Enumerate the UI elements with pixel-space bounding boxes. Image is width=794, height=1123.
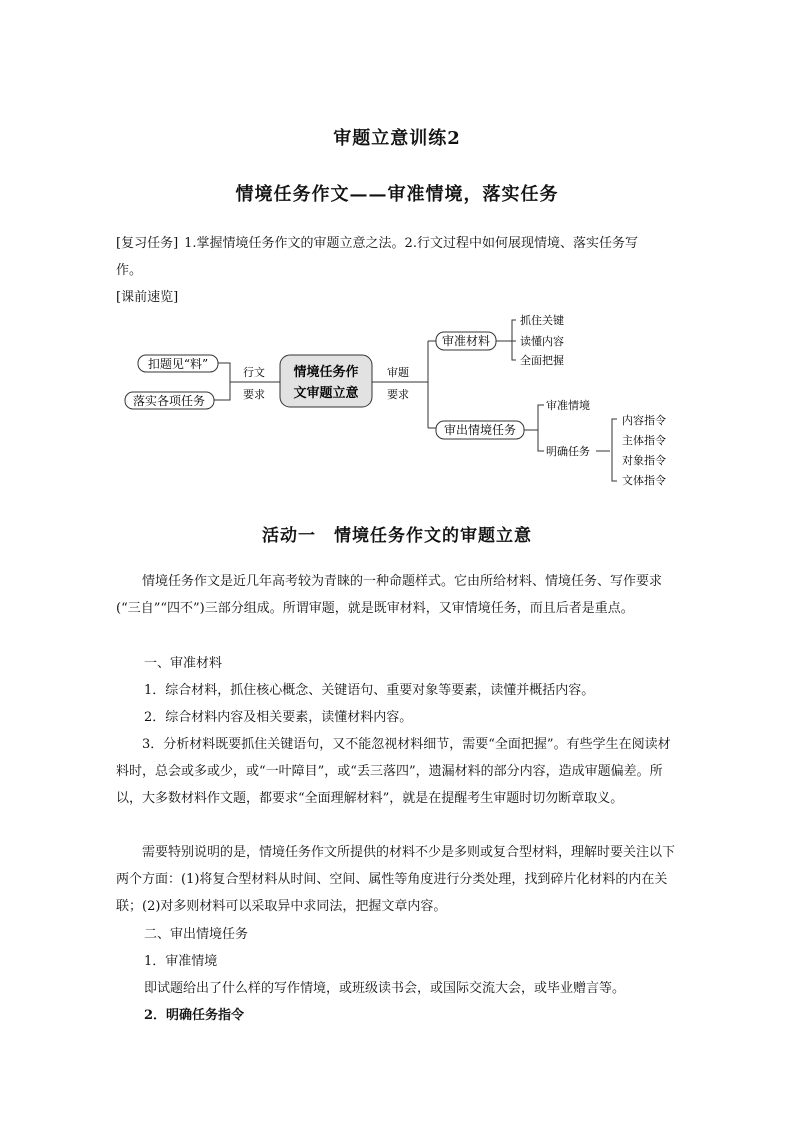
directive-item-3: 对象指令 <box>622 454 666 467</box>
review-task-label: [复习任务] <box>116 236 179 251</box>
left-item-2: 落实各项任务 <box>132 394 206 408</box>
center-label-1: 情境任务作 <box>293 365 359 380</box>
directive-item-2: 主体指令 <box>622 434 666 447</box>
page-title: 审题立意训练2 <box>333 128 461 149</box>
directive-item-1: 内容指令 <box>622 414 666 427</box>
material-item-2: 读懂内容 <box>520 335 564 348</box>
sub-heading-1-text: 即试题给出了什么样的写作情境，或班级读书会，或国际交流大会，或毕业赠言等。 <box>144 981 626 996</box>
center-label-2: 文审题立意 <box>293 386 359 401</box>
review-task <box>116 230 678 284</box>
situation-label: 审准情境 <box>546 399 590 412</box>
page-subtitle: 情境任务作文——审准情境，落实任务 <box>235 184 559 205</box>
item-3: 3．分析材料既要抓住关键语句，又不能忽视材料细节，需要“全面把握”。有些学生在阅读材料时，总会或多或少，或“一叶障目”，或“丢三落四”，遗漏材料的部分内容，造成审题偏差。所以，大多数材料作文题，都要求“全面理解材料”，就是在提醒考生审题时切勿断章取义。 <box>116 737 671 806</box>
sub-heading-1: 1．审准情境 <box>144 954 218 969</box>
section-heading-2: 二、审出情境任务 <box>144 927 249 942</box>
left-branch-label-1: 行文 <box>243 366 265 379</box>
paragraph-note: 需要特别说明的是，情境任务作文所提供的材料不少是多则或复合型材料，理解时要关注以下两个方面：(1)将复合型材料从时间、空间、属性等角度进行分类处理，找到碎片化材料的内在关联；(2)对多则材料可以采取异中求同法，把握文章内容。 <box>116 845 676 914</box>
material-item-3: 全面把握 <box>520 354 564 367</box>
task-label: 审出情境任务 <box>443 423 517 437</box>
activity-heading: 活动一 情境任务作文的审题立意 <box>262 526 532 546</box>
right-branch-label-1: 审题 <box>387 366 409 379</box>
sub-heading-2: 2．明确任务指令 <box>144 1008 245 1023</box>
right-branch-label-2: 要求 <box>387 388 409 401</box>
mind-map-diagram <box>120 308 700 493</box>
left-item-1: 扣题见“料” <box>147 357 209 371</box>
review-task-line1: 1.掌握情境任务作文的审题立意之法。2.行文过程中如何展现情境、落实任务写 <box>184 236 638 251</box>
item-1: 1．综合材料，抓住核心概念、关键语句、重要对象等要素，读懂并概括内容。 <box>144 683 595 698</box>
material-label: 审准材料 <box>441 334 491 348</box>
item-2: 2．综合材料内容及相关要素，读懂材料内容。 <box>144 710 413 725</box>
clarify-label: 明确任务 <box>546 445 590 458</box>
material-item-1: 抓住关键 <box>520 314 564 327</box>
preview-label: [课前速览] <box>116 290 179 305</box>
directive-item-4: 文体指令 <box>622 474 666 487</box>
left-branch-label-2: 要求 <box>243 388 265 401</box>
review-task-line2: 作。 <box>116 263 143 278</box>
section-heading-1: 一、审准材料 <box>144 656 223 671</box>
paragraph-intro: 情境任务作文是近几年高考较为青睐的一种命题样式。它由所给材料、情境任务、写作要求(“三自”“四不”)三部分组成。所谓审题，就是既审材料，又审情境任务，而且后者是重点。 <box>116 574 663 616</box>
